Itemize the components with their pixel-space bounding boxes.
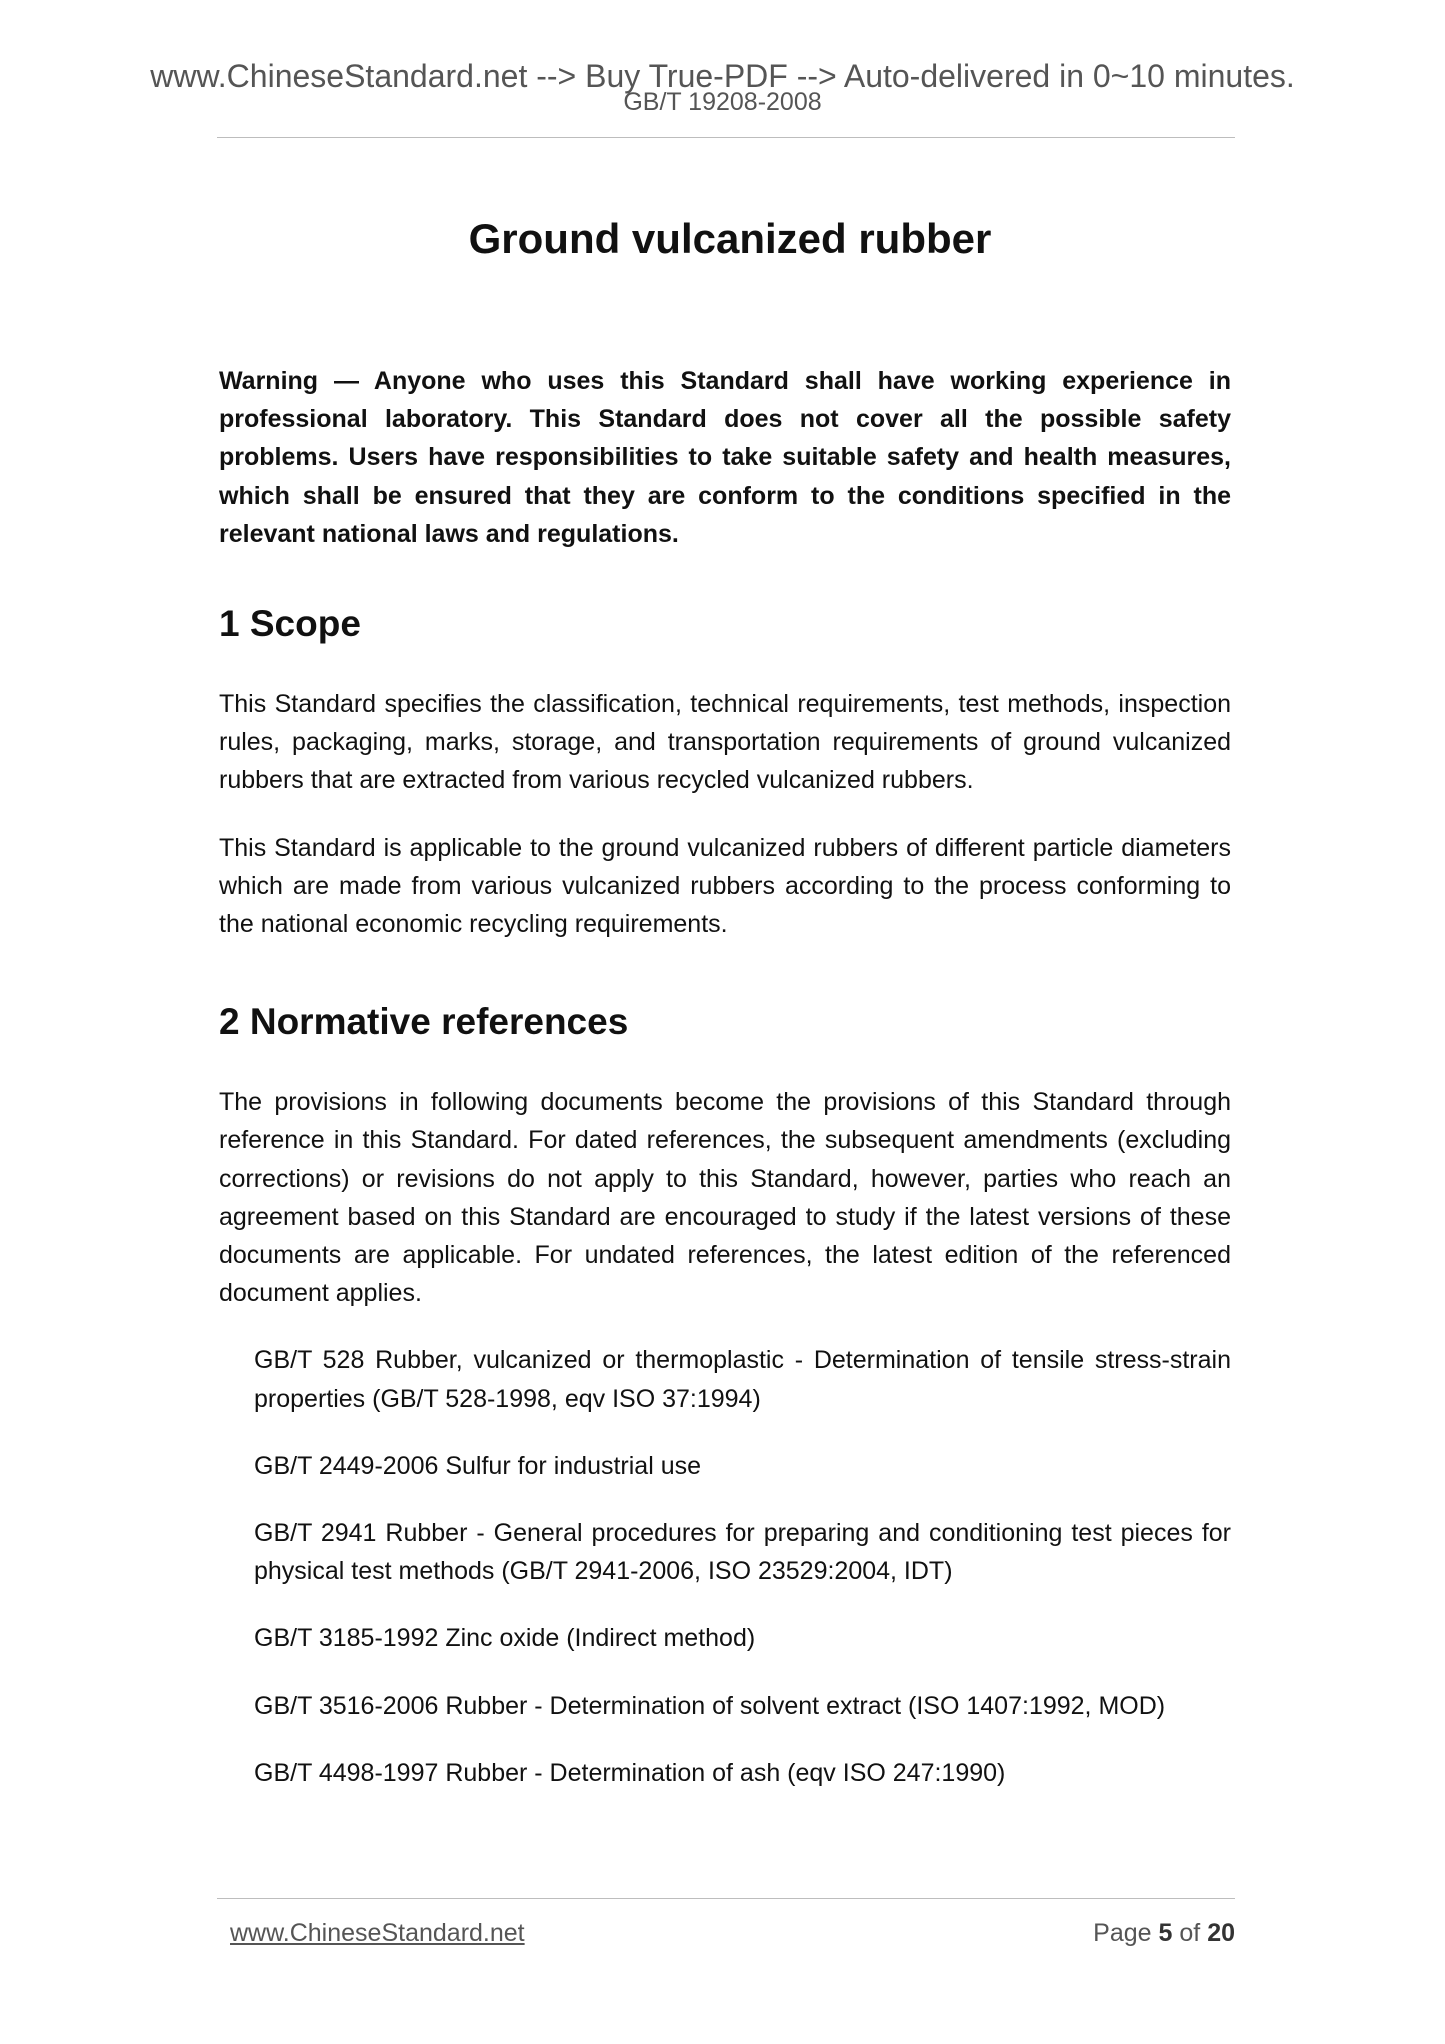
section-heading-normative-references: 2 Normative references: [219, 1001, 629, 1043]
reference-item: GB/T 3516-2006 Rubber - Determination of solvent extract (ISO 1407:1992, MOD): [254, 1691, 1166, 1720]
scope-paragraph-1: This Standard specifies the classification, technical requirements, test methods, inspection rules, packaging, marks, storage, and transportation requirements of ground vulcanized rubbers that are extracted from various recycled vulcanized rubbers.: [219, 690, 1231, 795]
normative-intro-paragraph: The provisions in following documents become the provisions of this Standard through reference in this Standard. For dated references, the subsequent amendments (excluding corrections) or revisions do not apply to this Standard, however, parties who reach an agreement based on this Standard are encouraged to study if the latest versions of these documents are applicable. For undated references, the latest edition of the referenced document applies.: [219, 1088, 1231, 1308]
footer-divider: [217, 1898, 1235, 1899]
page-number: [1093, 1918, 1235, 1948]
document-code: GB/T 19208-2008: [623, 88, 822, 116]
scope-paragraph-2: This Standard is applicable to the ground vulcanized rubbers of different particle diameters which are made from various vulcanized rubbers according to the process conforming to the national economic recycling requirements.: [219, 833, 1231, 939]
reference-item: GB/T 2941 Rubber - General procedures for preparing and conditioning test pieces for physical test methods (GB/T 2941-2006, ISO 23529:2004, IDT): [254, 1519, 1231, 1586]
header-divider: [217, 137, 1235, 138]
current-page: 5: [1158, 1919, 1173, 1947]
reference-list: [219, 1341, 1231, 1792]
reference-item: GB/T 4498-1997 Rubber - Determination of ash (eqv ISO 247:1990): [254, 1758, 1006, 1787]
header-banner: www.ChineseStandard.net --> Buy True-PDF --> Auto-delivered in 0~10 minutes.: [150, 58, 1295, 94]
reference-item: GB/T 3185-1992 Zinc oxide (Indirect method): [254, 1624, 756, 1653]
page-content: [219, 212, 1231, 1821]
document-title: Ground vulcanized rubber: [468, 215, 992, 262]
reference-item: GB/T 2449-2006 Sulfur for industrial use: [254, 1451, 702, 1480]
reference-item: GB/T 528 Rubber, vulcanized or thermoplastic - Determination of tensile stress-strain properties (GB/T 528-1998, eqv ISO 37:1994): [254, 1346, 1231, 1413]
warning-paragraph: Warning — Anyone who uses this Standard shall have working experience in professional laboratory. This Standard does not cover all the possible safety problems. Users have responsibilities to take suitable safety and health measures, which shall be ensured that they are conform to the conditions specified in the relevant national laws and regulations.: [219, 367, 1231, 548]
footer-website-link[interactable]: www.ChineseStandard.net: [230, 1919, 525, 1947]
total-pages: 20: [1207, 1919, 1235, 1947]
section-heading-scope: 1 Scope: [219, 603, 361, 645]
page-word: Page: [1093, 1919, 1152, 1947]
page-of-word: of: [1179, 1919, 1201, 1947]
